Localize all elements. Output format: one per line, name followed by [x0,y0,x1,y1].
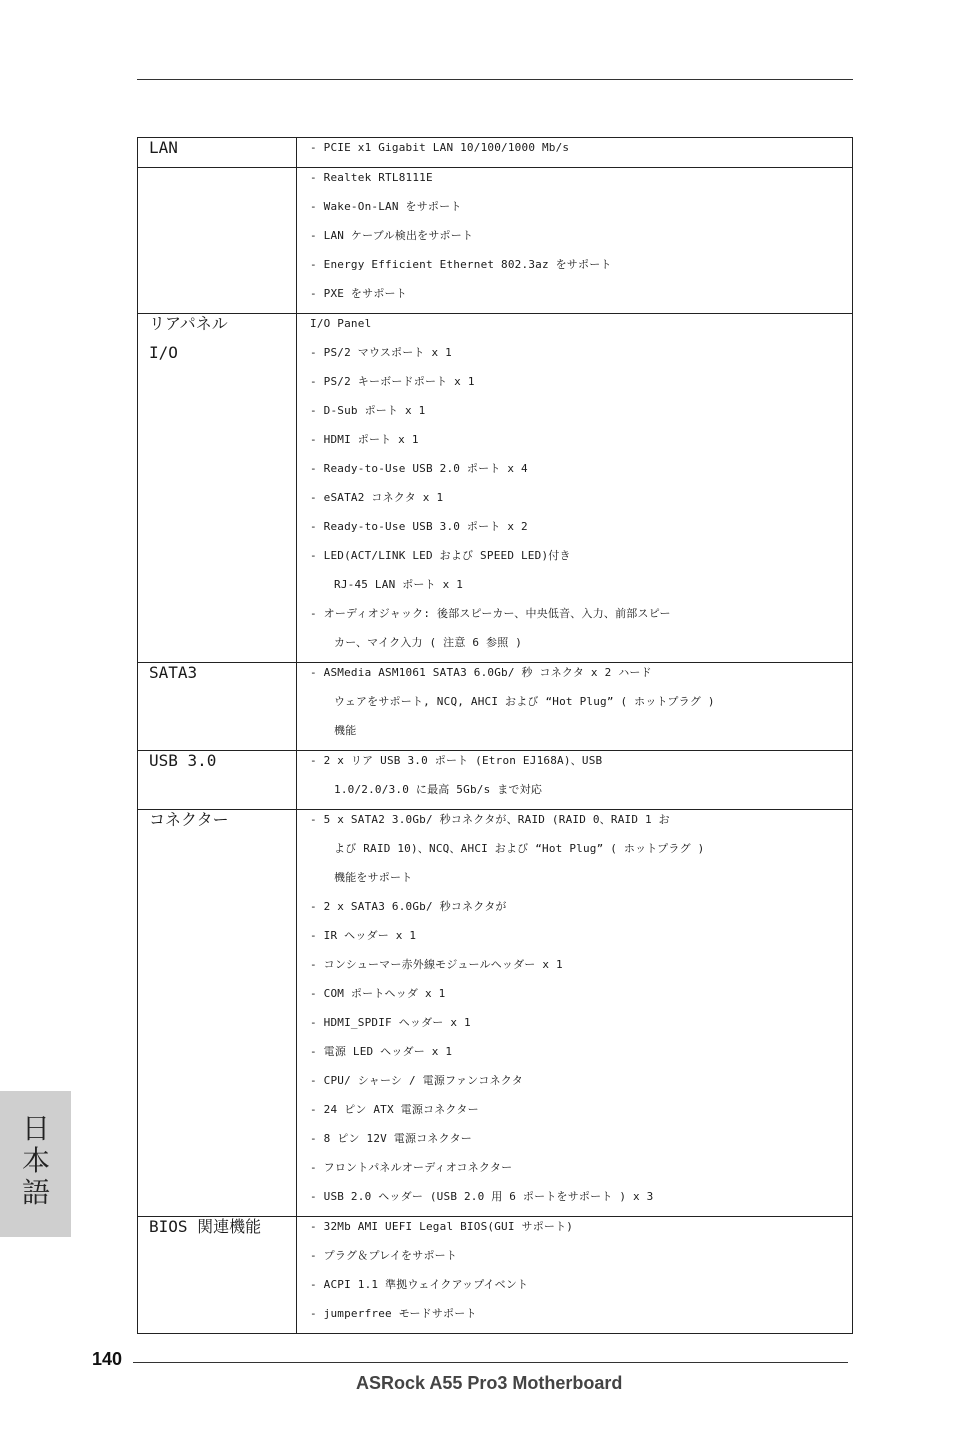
language-side-tab [0,1091,71,1237]
page-number: 140 [92,1349,123,1369]
footer-rule [133,1362,848,1363]
footer-title: ASRock A55 Pro3 Motherboard [356,1373,623,1393]
spec-line: ウェアをサポート, NCQ, AHCI および “Hot Plug” ( ホットプラグ ) [334,695,715,708]
spec-line: 機能をサポート [334,871,413,884]
spec-line: カー、マイク入力 ( 注意 6 参照 ) [334,636,523,649]
spec-line: - PS/2 マウスポート x 1 [310,346,452,359]
spec-line: - IR ヘッダー x 1 [310,929,417,942]
spec-table-body [138,138,853,1334]
spec-label-cell [138,168,297,314]
spec-label-cell [138,314,297,663]
spec-line: - Ready-to-Use USB 3.0 ポート x 2 [310,520,528,533]
spec-line: 1.0/2.0/3.0 に最高 5Gb/s まで対応 [334,783,543,796]
header-rule [137,79,853,80]
language-tab-label: 日本語 [21,1112,50,1209]
spec-line: - PCIE x1 Gigabit LAN 10/100/1000 Mb/s [310,141,570,154]
spec-label: リアパネル [149,314,228,333]
spec-row [138,751,853,810]
spec-row [138,1217,853,1334]
spec-line: - Wake-On-LAN をサポート [310,200,462,213]
spec-line: - Realtek RTL8111E [310,171,433,184]
spec-line: - 2 x リア USB 3.0 ポート (Etron EJ168A)、USB [310,754,603,767]
spec-value-cell [297,751,853,810]
spec-line: - PS/2 キーボードポート x 1 [310,375,475,388]
spec-table [137,137,853,1334]
spec-label-cell [138,138,297,168]
spec-label-cell [138,810,297,1217]
spec-line: - Ready-to-Use USB 2.0 ポート x 4 [310,462,528,475]
spec-line: - jumperfree モードサポート [310,1307,477,1320]
spec-line: - 8 ピン 12V 電源コネクター [310,1132,472,1145]
spec-line: - ASMedia ASM1061 SATA3 6.0Gb/ 秒 コネクタ x 2 ハード [310,666,652,679]
spec-line: - 電源 LED ヘッダー x 1 [310,1045,453,1058]
spec-line: よび RAID 10)、NCQ、AHCI および “Hot Plug” ( ホットプラグ ) [334,842,705,855]
spec-line: - 2 x SATA3 6.0Gb/ 秒コネクタが [310,900,507,913]
spec-line: - HDMI ポート x 1 [310,433,419,446]
spec-line: - 5 x SATA2 3.0Gb/ 秒コネクタが、RAID (RAID 0、RAID 1 お [310,813,670,826]
spec-value-cell [297,810,853,1217]
spec-label: I/O [149,343,178,362]
spec-line: - eSATA2 コネクタ x 1 [310,491,444,504]
spec-label: BIOS 関連機能 [149,1217,262,1236]
spec-line: 機能 [334,724,357,737]
spec-value-cell [297,138,853,168]
spec-line: - ACPI 1.1 準拠ウェイクアップイベント [310,1278,529,1291]
spec-value-cell [297,1217,853,1334]
spec-line: - LAN ケーブル検出をサポート [310,229,474,242]
spec-line: RJ-45 LAN ポート x 1 [334,578,464,591]
spec-line: - フロントパネルオーディオコネクター [310,1161,513,1174]
spec-label-cell [138,751,297,810]
spec-line: - D-Sub ポート x 1 [310,404,426,417]
spec-line: - PXE をサポート [310,287,407,300]
spec-label-cell [138,663,297,751]
spec-value-cell [297,168,853,314]
spec-value-cell [297,663,853,751]
spec-line: - Energy Efficient Ethernet 802.3az をサポート [310,258,612,271]
spec-line: - 32Mb AMI UEFI Legal BIOS(GUI サポート) [310,1220,574,1233]
spec-line: - プラグ＆プレイをサポート [310,1249,458,1262]
spec-label: コネクター [149,810,229,829]
spec-line: - LED(ACT/LINK LED および SPEED LED)付き [310,549,571,562]
spec-label-cell [138,1217,297,1334]
spec-row [138,663,853,751]
spec-label: LAN [149,138,178,157]
spec-label: SATA3 [149,663,198,682]
spec-value-cell [297,314,853,663]
spec-line: - コンシューマー赤外線モジュールヘッダー x 1 [310,958,563,971]
spec-line: - COM ポートヘッダ x 1 [310,987,446,1000]
spec-line: - CPU/ シャーシ / 電源ファンコネクタ [310,1074,523,1087]
spec-row [138,168,853,314]
spec-line: - オーディオジャック: 後部スピーカー、中央低音、入力、前部スピー [310,607,671,620]
spec-line: I/O Panel [310,317,372,330]
spec-label: USB 3.0 [149,751,217,770]
spec-row [138,810,853,1217]
spec-line: - 24 ピン ATX 電源コネクター [310,1103,479,1116]
spec-row [138,314,853,663]
spec-row [138,138,853,168]
spec-line: - HDMI_SPDIF ヘッダー x 1 [310,1016,471,1029]
spec-line: - USB 2.0 ヘッダー (USB 2.0 用 6 ポートをサポート ) x 3 [310,1190,654,1203]
